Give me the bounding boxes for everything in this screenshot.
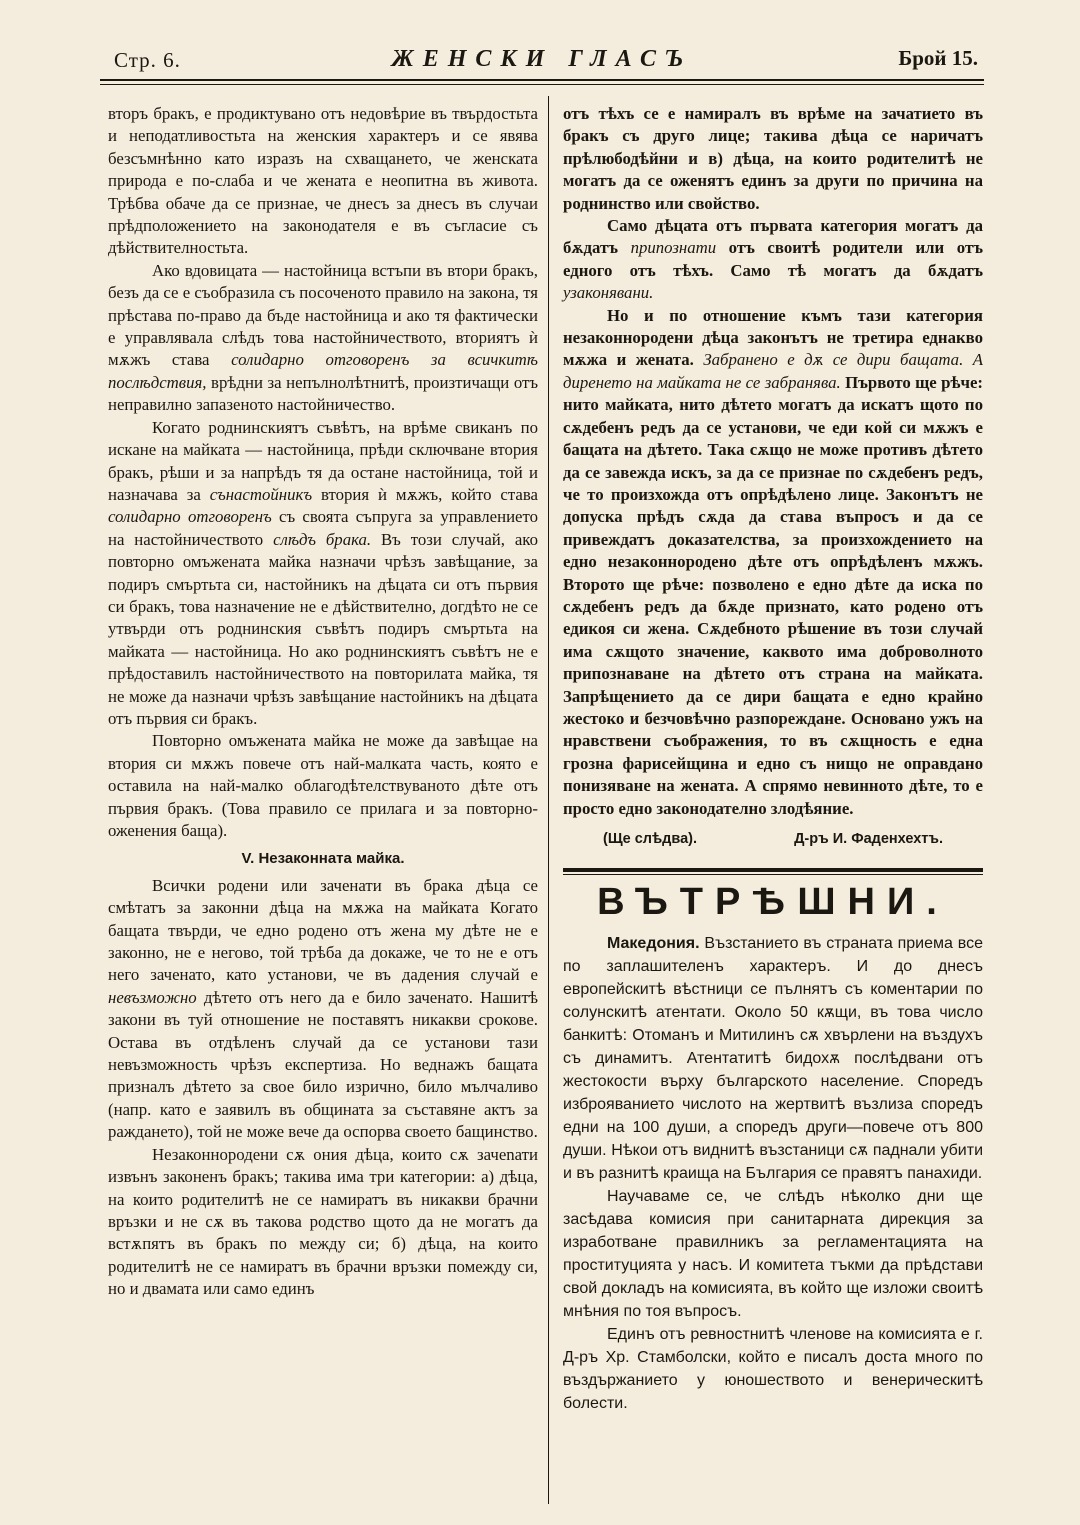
left-column [108,103,538,1301]
section-heading: V. Незаконната майка. [241,850,405,868]
news-item-commission: Научаваме се, че слѣдъ нѣколко дни ще засѣдава комисия при санитарната дирекция за изработване правилникъ за регламентацията на проституцията у насъ. И комитета тъкми да прѣдстави свой докладъ на комисията, въ който ще изложи своитѣ мнѣния по тоя въпросъ. [563,1187,983,1320]
left-paragraph-3: Когато роднинскиятъ съвѣтъ, на врѣме свиканъ по искане на майката — настойница, прѣди сключване втория бракъ, рѣши и за напрѣдъ тя да остане настойница, той и назначава за сънастойникъ втория ѝ мѫжъ, който става солидарно отговоренъ съ своята съпруга за управлението на настойничеството слѣдъ брака. Въ този случай, ако повторно омъжената майка назначи чрѣзъ завѣщание, за подиръ смъртьта си, настойникъ на дѣцата си отъ първия си бракъ, това назначение не е дѣйствително, догдѣто не се утвърди отъ роднинския съвѣтъ подиръ смъртьта на майката — настойница. Но ако роднинскиятъ съвѣтъ не е прѣдоставилъ настойничеството на повторилата майка, тя не може да назначи чрѣзъ завѣщание настойникъ на дѣцата отъ първия си бракъ. [108,417,538,728]
article-signature [563,828,983,850]
left-paragraph-1: вторъ бракъ, е продиктувано отъ недовѣрие въ твърдостьта и неподатливостьта на женския характеръ и се явява безсъмнѣнно като изразъ на схващането, че женската природа е по-слаба и че жената е неопитна въ живота. Трѣбва обаче да се признае, че днесъ за днесъ въ случаи прѣдположението на законодателя е въ съгласие съ дѣйствителностьта. [108,104,538,258]
section-rule-thick [563,868,983,872]
left-paragraph-5: Всички родени или заченати въ брака дѣца се смѣтатъ за законни дѣца на мѫжа на майката Когато бащата твърди, че едно родено отъ жена му дѣте не е законно, не е негово, той трѣба да докаже, че то не е отъ него заченато, като установи, че въ дадения случай е невъзможно дѣтето отъ него да е било заченато. Нашитѣ закони въ туй отношение не поставятъ никакви срокове. Остава въ отдѣленъ случай да се установи тази невъзможность чрѣзъ експертиза. Но веднажъ бащата призналъ дѣтето за свое било изрично, било мълчаливо (напр. като е заявилъ въ общината за съставяне актъ за раждането), той не може вече да оспорва своето бащинство. [108,875,538,1142]
section-rule-thin [563,874,983,875]
header-rule [100,79,984,81]
page-number: Стр. 6. [114,48,181,72]
left-paragraph-2: Ако вдовицата — настойница встъпи въ втори бракъ, безъ да се е съобразила съ посоченото правило на закона, тя прѣстава по-право да бъде настойница и ако тя фактически е управлявала слѣдъ това настойничеството, вториятъ ѝ мѫжъ става солидарно отговоренъ за всичкитѣ послѣдствия, врѣдни за непълнолѣтнитѣ, произтичащи отъ неправилно запазеното настойничество. [108,260,538,415]
continued-note: (Ще слѣдва). [603,831,698,847]
left-paragraph-4: Повторно омъжената майка не може да завѣщае на втория си мѫжъ повече отъ най-малката часть, която е оставила на най-малко облагодѣтелствуваното дѣте отъ първия бракъ. (Това правило се прилага и за повторно-оженения баща). [108,731,538,840]
right-column [563,103,983,1415]
masthead-title: ЖЕНСКИ ГЛАСЪ [391,46,693,72]
section-title-domestic: ВЪТРѢШНИ. [597,881,949,924]
news-item-member: Единъ отъ ревностнитѣ членове на комисията е г. Д-ръ Хр. Стамболски, който е писалъ доста много по въздържанието у юношеството и венерическитѣ болести. [563,1325,983,1412]
right-paragraph-2: Само дѣцата отъ първата категория могатъ да бѫдатъ припознати отъ своитѣ родители или отъ едного отъ тѣхъ. Само тѣ могатъ да бѫдатъ узаконявани. [563,216,983,303]
left-paragraph-6: Незаконнородени сѫ ония дѣца, които сѫ зачenати извънъ законенъ бракъ; такива има три категории: а) дѣца, на които родителитѣ не се намиратъ въ никакви брачни връзки и не сѫ въ такова родство щото да не могатъ да встѫпятъ въ бракъ по между си; б) дѣца, на които родителитѣ не се намиратъ въ брачни връзки помежду си, но и двамата или само единъ [108,1144,538,1299]
right-paragraph-3: Но и по отношение къмъ тази категория незаконнородени дѣца законътъ не третира еднакво мѫжа и жената. Забранено е дѫ се дири бащата. А диренето на майката не се забранява. Първото ще рѣче: нито майката, нито дѣтето могатъ да искатъ щото по сѫдебенъ редъ да се установи, че еди кой си мѫжъ е бащата на дѣтето. Така сѫщо не може противъ дѣтето да се завежда искъ, за да се признае по сѫдебенъ редъ, че то произхожда отъ опрѣдѣлено лице. Законътъ не допуска прѣдъ сѫда да става въпросъ и да се привеждатъ доказателства, за произхождението на едно незаконнородено дѣте отъ опрѣдѣленъ мѫжъ. Второто ще рѣче: позволено е едно дѣте да иска по сѫдебенъ редъ да бѫде признато, като родено отъ едикоя си жена. Сѫдебното рѣшение въ този случай има сѫщото значение, каквото има доброволното припознаване на дѣтето отъ страна на майката. Запрѣщението да се дири бащата е едно крайно жестоко и безчовѣчно разпореждане. Основано ужъ на нравствени съображения, то въ сѫщность е една грозна фарисейщина и едно съ нищо не оправдано понизяване на жената. А спрямо невинното дѣте, то е просто едно законодателно злодѣяние. [563,305,983,818]
issue-number: Брой 15. [898,46,978,70]
right-paragraph-1: отъ тѣхъ се е намиралъ въ врѣме на зачатието въ бракъ съ друго лице; такива дѣца се наричатъ прѣлюбодѣйни и в) дѣца, на които родителитѣ не могатъ да се оженятъ единъ за други по причина на роднинство или свойство. [563,104,983,213]
header-rule-thin [100,84,984,85]
column-divider [548,96,549,1504]
page-header [100,46,984,76]
news-item-macedonia: Македония. Възстанието въ страната приема все по заплашителенъ характеръ. И до днесъ европейскитѣ вѣстници се пълнятъ съ коментарии по солунскитѣ атентати. Около 50 кѫщи, въ това число банкитѣ: Отоманъ и Митилинъ сѫ хвърлени на въздухъ съ динамитъ. Атентатитѣ бидохѫ послѣдвани отъ жестокости върху българското население. Споредъ изброяванието числото на жертвитѣ възлиза споредъ едни на 100 души, а споредъ други—повече отъ 800 души. Нѣкои отъ виднитѣ възстаници сѫ паднали убити и въ разнитѣ краища на България се правятъ панахиди. [563,934,983,1182]
author-name: Д-ръ И. Фаденхехтъ. [794,831,943,847]
